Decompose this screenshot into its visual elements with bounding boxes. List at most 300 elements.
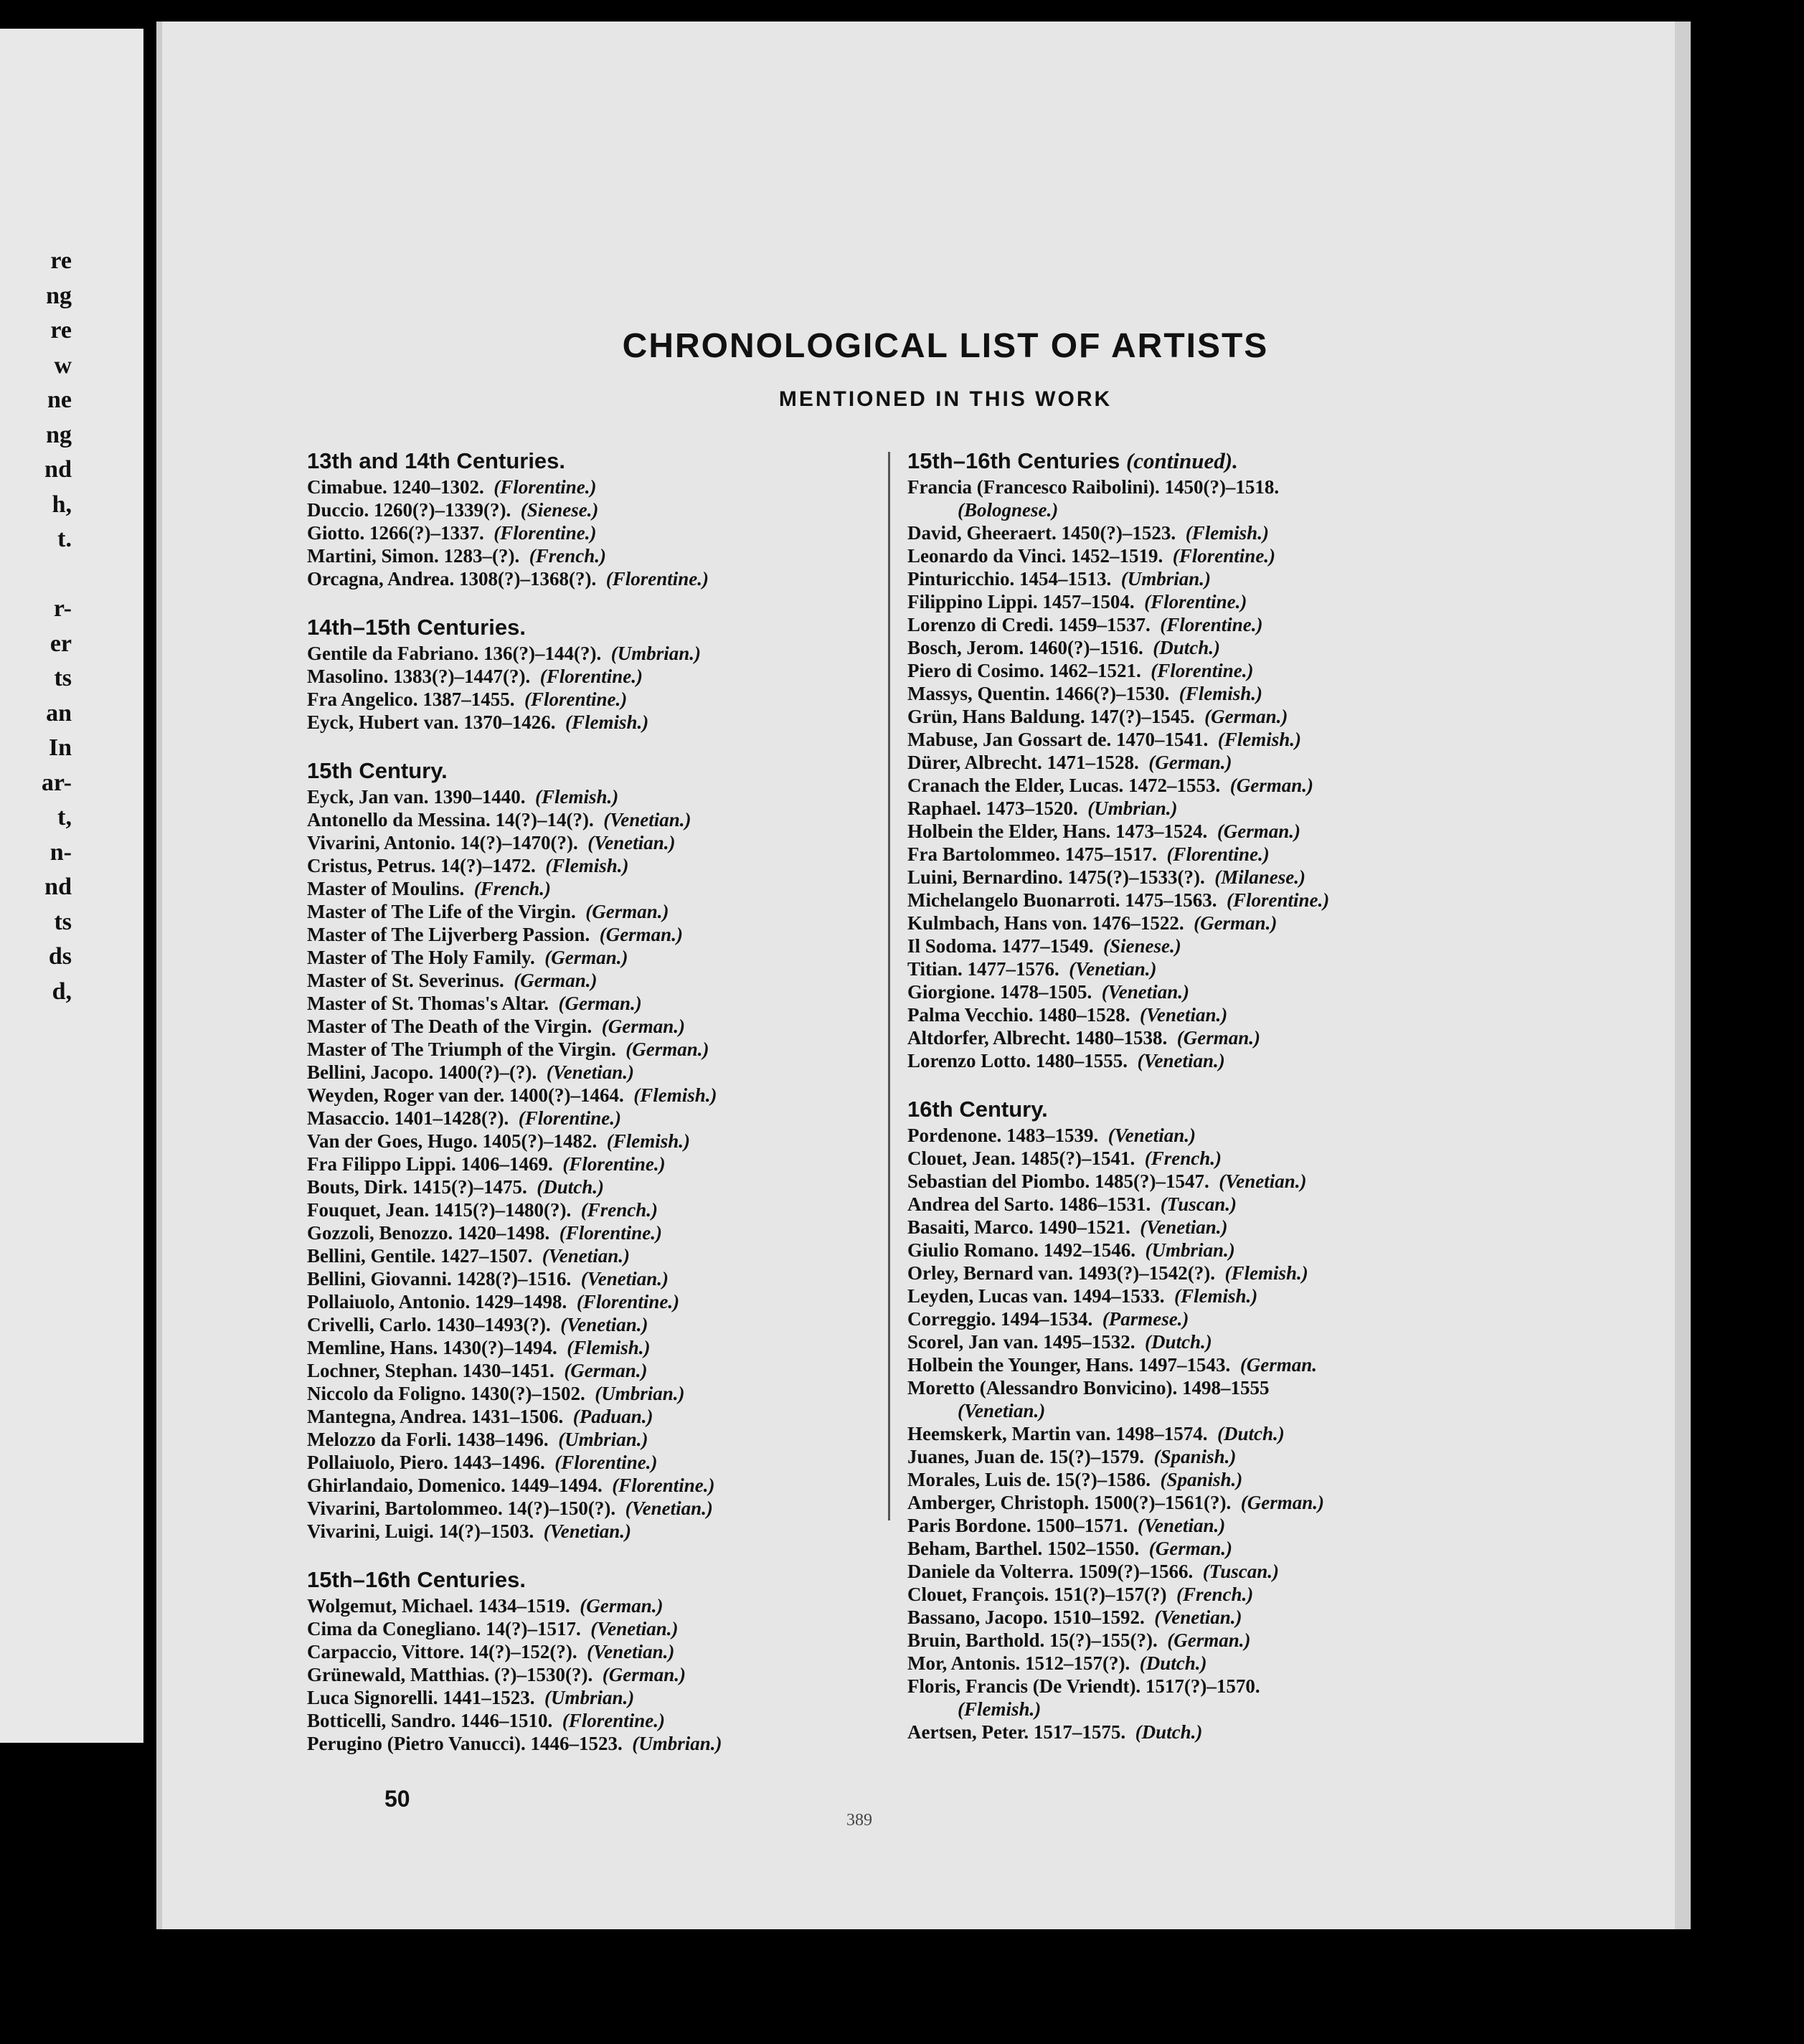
artist-name-dates: Andrea del Sarto. 1486–1531.	[907, 1193, 1151, 1215]
artist-name-dates: Titian. 1477–1576.	[907, 958, 1059, 980]
artist-name-dates: Cimabue. 1240–1302.	[307, 476, 484, 498]
artist-entry	[907, 636, 1481, 659]
artist-name-dates: Holbein the Younger, Hans. 1497–1543.	[907, 1354, 1231, 1376]
artist-school: (Spanish.)	[1153, 1446, 1237, 1467]
artist-entry	[907, 1330, 1481, 1353]
page-edge	[1675, 22, 1691, 1929]
artist-school: (Florentine.)	[576, 1291, 680, 1312]
artist-school: (German.)	[601, 1016, 685, 1037]
text-fragment: r-	[53, 595, 72, 622]
artist-name-dates: Vivarini, Bartolommeo. 14(?)–150(?).	[307, 1497, 616, 1519]
artist-school: (Dutch.)	[537, 1176, 605, 1198]
artist-school: (Venetian.)	[587, 832, 676, 853]
artist-name-dates: Master of The Lijverberg Passion.	[307, 924, 590, 945]
artist-entry	[307, 831, 881, 854]
artist-entry	[307, 785, 881, 808]
artist-name-dates: Giulio Romano. 1492–1546.	[907, 1239, 1136, 1261]
artist-school: (Dutch.)	[1217, 1423, 1285, 1444]
text-fragment: ts	[54, 665, 72, 691]
artist-name-dates: Luca Signorelli. 1441–1523.	[307, 1687, 535, 1708]
artist-name-dates: Lorenzo di Credi. 1459–1537.	[907, 614, 1151, 635]
artist-name-dates: Michelangelo Buonarroti. 1475–1563.	[907, 889, 1217, 911]
artist-school: (Flemish.)	[565, 711, 649, 733]
artist-entry	[307, 1175, 881, 1198]
artist-name-dates: Lorenzo Lotto. 1480–1555.	[907, 1050, 1128, 1071]
artist-name-dates: Palma Vecchio. 1480–1528.	[907, 1004, 1130, 1026]
artist-entry	[907, 1216, 1481, 1239]
artist-entry	[907, 1262, 1481, 1284]
artist-entry	[307, 1428, 881, 1451]
artist-name-dates: Wolgemut, Michael. 1434–1519.	[307, 1595, 570, 1617]
artist-school: (Umbrian.)	[1087, 798, 1178, 819]
artist-entry	[907, 475, 1481, 498]
artist-school: (Florentine.)	[493, 522, 597, 544]
artist-entry	[307, 642, 881, 665]
artist-name-dates: David, Gheeraert. 1450(?)–1523.	[907, 522, 1176, 544]
artist-name-dates: Giorgione. 1478–1505.	[907, 981, 1092, 1003]
artist-name-dates: Beham, Barthel. 1502–1550.	[907, 1538, 1140, 1559]
artist-name-dates: Master of St. Severinus.	[307, 970, 504, 991]
artist-school: (Bolognese.)	[958, 499, 1059, 521]
artist-name-dates: Grün, Hans Baldung. 147(?)–1545.	[907, 706, 1195, 727]
artist-school: (German.)	[599, 924, 683, 945]
folio-number: 389	[846, 1811, 872, 1830]
artist-school: (German.)	[625, 1038, 709, 1060]
artist-school: (German.)	[1194, 912, 1278, 934]
artist-name-dates: Van der Goes, Hugo. 1405(?)–1482.	[307, 1130, 598, 1152]
artist-school: (Tuscan.)	[1160, 1193, 1237, 1215]
artist-name-dates: Lochner, Stephan. 1430–1451.	[307, 1360, 554, 1381]
text-fragment: d,	[52, 978, 72, 1005]
right-column	[907, 448, 1481, 1768]
artist-school: (Paduan.)	[572, 1406, 653, 1427]
artist-entry	[907, 797, 1481, 820]
text-fragment: nd	[44, 456, 72, 483]
artist-name-dates: Weyden, Roger van der. 1400(?)–1464.	[307, 1084, 624, 1106]
century-section	[307, 758, 881, 1543]
artist-school: (Venetian.)	[580, 1268, 669, 1290]
artist-school: (Milanese.)	[1214, 866, 1306, 888]
artist-entry	[307, 1061, 881, 1084]
artist-school: (German.)	[585, 901, 669, 922]
artist-name-dates: Paris Bordone. 1500–1571.	[907, 1515, 1128, 1536]
artist-entry	[907, 1698, 1481, 1721]
artist-school: (Parmese.)	[1102, 1308, 1189, 1330]
text-fragment: nd	[44, 874, 72, 900]
artist-entry	[907, 521, 1481, 544]
artist-school: (Florentine.)	[1151, 660, 1254, 681]
artist-name-dates: Clouet, Jean. 1485(?)–1541.	[907, 1148, 1135, 1169]
artist-name-dates: Orley, Bernard van. 1493(?)–1542(?).	[907, 1262, 1215, 1284]
artist-name-dates: Master of The Death of the Virgin.	[307, 1016, 592, 1037]
artist-entry	[307, 1015, 881, 1038]
artist-entry	[907, 544, 1481, 567]
artist-name-dates: Juanes, Juan de. 15(?)–1579.	[907, 1446, 1145, 1467]
artist-school: (Florentine.)	[524, 689, 628, 710]
artist-name-dates: Morales, Luis de. 15(?)–1586.	[907, 1469, 1151, 1490]
artist-name-dates: Scorel, Jan van. 1495–1532.	[907, 1331, 1135, 1353]
artist-entry	[307, 544, 881, 567]
artist-name-dates: Bellini, Giovanni. 1428(?)–1516.	[307, 1268, 572, 1290]
text-fragment: In	[48, 734, 72, 761]
column-divider	[888, 452, 890, 1520]
artist-school: (Sienese.)	[520, 499, 599, 521]
artist-school: (Venetian.)	[1219, 1170, 1307, 1192]
artist-name-dates: Masolino. 1383(?)–1447(?).	[307, 666, 531, 687]
artist-school: (Venetian.)	[542, 1245, 631, 1267]
artist-entry	[907, 843, 1481, 866]
artist-school: (Florentine.)	[1160, 614, 1263, 635]
artist-school: (Venetian.)	[1069, 958, 1157, 980]
century-section	[907, 1097, 1481, 1743]
artist-school: (Sienese.)	[1103, 935, 1181, 957]
artist-school: (Florentine.)	[612, 1475, 715, 1496]
artist-name-dates: Bosch, Jerom. 1460(?)–1516.	[907, 637, 1143, 658]
artist-entry	[307, 1130, 881, 1153]
artist-name-dates: Mantegna, Andrea. 1431–1506.	[307, 1406, 564, 1427]
artist-school: (Dutch.)	[1139, 1652, 1207, 1674]
artist-name-dates: Cranach the Elder, Lucas. 1472–1553.	[907, 775, 1221, 796]
artist-entry	[307, 711, 881, 734]
artist-school: (Dutch.)	[1145, 1331, 1212, 1353]
artist-entry	[307, 1520, 881, 1543]
artist-entry	[907, 567, 1481, 590]
text-fragment: ts	[54, 908, 72, 935]
artist-name-dates: Niccolo da Foligno. 1430(?)–1502.	[307, 1383, 585, 1404]
artist-school: (Florentine.)	[518, 1107, 621, 1129]
artist-entry	[907, 1239, 1481, 1262]
artist-entry	[307, 900, 881, 923]
artist-school: (German.)	[602, 1664, 686, 1685]
artist-school: (Flemish.)	[1185, 522, 1269, 544]
artist-entry	[907, 498, 1481, 521]
artist-entry	[307, 1359, 881, 1382]
text-fragment	[0, 557, 72, 592]
artist-entry	[307, 1732, 881, 1755]
artist-entry	[307, 808, 881, 831]
artist-school: (Flemish.)	[1217, 729, 1302, 750]
artist-entry	[907, 1445, 1481, 1468]
artist-school: (Florentine.)	[539, 666, 643, 687]
artist-school: (Spanish.)	[1160, 1469, 1243, 1490]
artist-entry	[307, 969, 881, 992]
text-fragment: an	[46, 699, 72, 727]
artist-school: (Venetian.)	[546, 1061, 634, 1083]
artist-name-dates: Bellini, Jacopo. 1400(?)–(?).	[307, 1061, 537, 1083]
artist-school: (Flemish.)	[567, 1337, 651, 1358]
artist-school: (Florentine.)	[562, 1153, 666, 1175]
artist-name-dates: Masaccio. 1401–1428(?).	[307, 1107, 509, 1129]
artist-entry	[307, 1451, 881, 1474]
artist-name-dates: Massys, Quentin. 1466(?)–1530.	[907, 683, 1170, 704]
artist-entry	[307, 1107, 881, 1130]
text-fragment: n-	[49, 838, 72, 866]
artist-school: (French.)	[529, 545, 606, 567]
artist-name-dates: Basaiti, Marco. 1490–1521.	[907, 1216, 1130, 1238]
artist-school: (Florentine.)	[1227, 889, 1330, 911]
artist-school: (Flemish.)	[1179, 683, 1263, 704]
artist-entry	[907, 1652, 1481, 1675]
artist-entry	[907, 1606, 1481, 1629]
artist-school: (Florentine.)	[559, 1222, 662, 1244]
artist-school: (Dutch.)	[1135, 1721, 1203, 1743]
artist-school: (French.)	[580, 1199, 658, 1221]
artist-entry	[907, 590, 1481, 613]
artist-name-dates: Pollaiuolo, Antonio. 1429–1498.	[307, 1291, 567, 1312]
artist-school: (Venetian.)	[1138, 1515, 1226, 1536]
artist-name-dates: Crivelli, Carlo. 1430–1493(?).	[307, 1314, 551, 1335]
artist-school: (Umbrian.)	[558, 1429, 648, 1450]
artist-entry	[307, 1221, 881, 1244]
artist-name-dates: Fra Filippo Lippi. 1406–1469.	[307, 1153, 553, 1175]
artist-name-dates: Vivarini, Luigi. 14(?)–1503.	[307, 1520, 534, 1542]
artist-name-dates: Grünewald, Matthias. (?)–1530(?).	[307, 1664, 593, 1685]
artist-name-dates: Pollaiuolo, Piero. 1443–1496.	[307, 1452, 545, 1473]
section-heading: 13th and 14th Centuries.	[307, 448, 566, 473]
artist-name-dates: Filippino Lippi. 1457–1504.	[907, 591, 1135, 612]
artist-school: (German.)	[1240, 1492, 1324, 1513]
artist-entry	[307, 1084, 881, 1107]
artist-entry	[307, 498, 881, 521]
text-fragment: er	[49, 630, 72, 657]
artist-name-dates: Cristus, Petrus. 14(?)–1472.	[307, 855, 536, 876]
artist-name-dates: Kulmbach, Hans von. 1476–1522.	[907, 912, 1184, 934]
artist-school: (Venetian.)	[603, 809, 691, 831]
artist-entry	[907, 1468, 1481, 1491]
text-fragment: t.	[57, 526, 72, 552]
artist-name-dates: Leyden, Lucas van. 1494–1533.	[907, 1285, 1165, 1307]
page-title: CHRONOLOGICAL LIST OF ARTISTS	[622, 327, 1269, 365]
artist-name-dates: Carpaccio, Vittore. 14(?)–152(?).	[307, 1641, 577, 1662]
artist-school: (German.)	[1229, 775, 1314, 796]
artist-name-dates: Mabuse, Jan Gossart de. 1470–1541.	[907, 729, 1209, 750]
artist-name-dates: Orcagna, Andrea. 1308(?)–1368(?).	[307, 568, 597, 590]
artist-name-dates: Bellini, Gentile. 1427–1507.	[307, 1245, 533, 1267]
artist-school: (Dutch.)	[1153, 637, 1220, 658]
artist-entry	[907, 659, 1481, 682]
artist-name-dates: Martini, Simon. 1283–(?).	[307, 545, 520, 567]
artist-entry	[307, 475, 881, 498]
artist-school: (French.)	[1176, 1584, 1254, 1605]
left-column	[307, 448, 881, 1779]
text-fragment: h,	[52, 491, 72, 518]
artist-name-dates: Leonardo da Vinci. 1452–1519.	[907, 545, 1163, 567]
section-heading: 16th Century.	[907, 1097, 1048, 1122]
artist-name-dates: Holbein the Elder, Hans. 1473–1524.	[907, 820, 1208, 842]
artist-name-dates: Sebastian del Piombo. 1485(?)–1547.	[907, 1170, 1209, 1192]
artist-name-dates: Melozzo da Forli. 1438–1496.	[307, 1429, 549, 1450]
artist-entry	[307, 521, 881, 544]
artist-name-dates: Altdorfer, Albrecht. 1480–1538.	[907, 1027, 1168, 1049]
artist-school: (Venetian.)	[560, 1314, 648, 1335]
artist-name-dates: Pordenone. 1483–1539.	[907, 1125, 1099, 1146]
artist-name-dates: Bouts, Dirk. 1415(?)–1475.	[307, 1176, 527, 1198]
artist-school: (Venetian.)	[1137, 1050, 1225, 1071]
artist-name-dates: Memline, Hans. 1430(?)–1494.	[307, 1337, 557, 1358]
artist-school: (Tuscan.)	[1202, 1561, 1279, 1582]
artist-school: (Florentine.)	[554, 1452, 658, 1473]
artist-entry	[307, 665, 881, 688]
artist-entry	[907, 774, 1481, 797]
artist-entry	[907, 1560, 1481, 1583]
artist-entry	[307, 1290, 881, 1313]
artist-entry	[907, 1491, 1481, 1514]
artist-entry	[907, 980, 1481, 1003]
artist-school: (Flemish.)	[535, 786, 619, 808]
artist-entry	[307, 1709, 881, 1732]
artist-entry	[307, 877, 881, 900]
artist-entry	[907, 613, 1481, 636]
century-section	[907, 448, 1481, 1072]
artist-name-dates: Perugino (Pietro Vanucci). 1446–1523.	[307, 1733, 623, 1754]
artist-name-dates: Bassano, Jacopo. 1510–1592.	[907, 1607, 1145, 1628]
text-fragment: ne	[47, 387, 72, 413]
artist-entry	[907, 1583, 1481, 1606]
artist-school: (Florentine.)	[605, 568, 709, 590]
artist-name-dates: Master of Moulins.	[307, 878, 465, 899]
artist-name-dates: Mor, Antonis. 1512–157(?).	[907, 1652, 1130, 1674]
artist-entry	[307, 1663, 881, 1686]
artist-entry	[907, 1124, 1481, 1147]
artist-entry	[307, 1267, 881, 1290]
artist-school: (Florentine.)	[562, 1710, 666, 1731]
artist-name-dates: Francia (Francesco Raibolini). 1450(?)–1518.	[907, 476, 1280, 498]
facing-page	[0, 29, 143, 1743]
artist-entry	[907, 1675, 1481, 1698]
page-subtitle: MENTIONED IN THIS WORK	[778, 387, 1113, 411]
artist-school: (Venetian.)	[1154, 1607, 1242, 1628]
artist-school: (Umbrian.)	[632, 1733, 722, 1754]
artist-entry	[907, 1147, 1481, 1170]
artist-school: (German.)	[514, 970, 598, 991]
artist-entry	[907, 1307, 1481, 1330]
artist-entry	[307, 567, 881, 590]
artist-name-dates: Cima da Conegliano. 14(?)–1517.	[307, 1618, 581, 1640]
artist-school: (Venetian.)	[1140, 1004, 1228, 1026]
artist-name-dates: Gentile da Fabriano. 136(?)–144(?).	[307, 643, 602, 664]
section-heading: 15th Century.	[307, 758, 448, 783]
artist-name-dates: Master of The Triumph of the Virgin.	[307, 1038, 616, 1060]
artist-entry	[907, 751, 1481, 774]
artist-entry	[307, 1617, 881, 1640]
artist-entry	[907, 1193, 1481, 1216]
artist-school: (German.)	[1204, 706, 1288, 727]
text-fragment: ng	[46, 282, 72, 309]
artist-school: (Venetian.)	[590, 1618, 679, 1640]
artist-name-dates: Gozzoli, Benozzo. 1420–1498.	[307, 1222, 550, 1244]
artist-school: (Umbrian.)	[544, 1687, 635, 1708]
artist-entry	[307, 1038, 881, 1061]
text-fragment: re	[50, 247, 72, 274]
artist-entry	[907, 1537, 1481, 1560]
text-fragment: ds	[48, 943, 72, 970]
artist-name-dates: Master of The Life of the Virgin.	[307, 901, 576, 922]
artist-entry	[907, 866, 1481, 889]
artist-school: (French.)	[473, 878, 551, 899]
artist-school: (German.)	[544, 947, 628, 968]
artist-entry	[907, 889, 1481, 912]
artist-entry	[907, 935, 1481, 957]
century-section	[307, 1567, 881, 1755]
text-fragment: ar-	[41, 769, 72, 796]
artist-name-dates: Pinturicchio. 1454–1513.	[907, 568, 1112, 590]
artist-entry	[907, 1026, 1481, 1049]
artist-entry	[907, 1003, 1481, 1026]
artist-entry	[907, 1399, 1481, 1422]
artist-name-dates: Giotto. 1266(?)–1337.	[307, 522, 484, 544]
text-fragment: ng	[46, 421, 72, 448]
artist-school: (Flemish.)	[958, 1698, 1042, 1720]
artist-entry	[307, 1244, 881, 1267]
artist-entry	[307, 1382, 881, 1405]
artist-school: (German.	[1239, 1354, 1318, 1376]
artist-entry	[307, 946, 881, 969]
artist-entry	[907, 1353, 1481, 1376]
artist-entry	[907, 705, 1481, 728]
section-heading: 15th–16th Centuries (continued).	[907, 448, 1238, 473]
artist-name-dates: Duccio. 1260(?)–1339(?).	[307, 499, 511, 521]
artist-entry	[907, 1284, 1481, 1307]
artist-name-dates: Amberger, Christoph. 1500(?)–1561(?).	[907, 1492, 1232, 1513]
artist-entry	[307, 1474, 881, 1497]
artist-name-dates: Master of St. Thomas's Altar.	[307, 993, 549, 1014]
artist-entry	[307, 1153, 881, 1175]
artist-entry	[307, 1405, 881, 1428]
artist-name-dates: Fra Bartolommeo. 1475–1517.	[907, 843, 1157, 865]
artist-school: (Florentine.)	[1172, 545, 1276, 567]
artist-name-dates: Heemskerk, Martin van. 1498–1574.	[907, 1423, 1208, 1444]
artist-school: (Flemish.)	[1174, 1285, 1258, 1307]
artist-school: (Florentine.)	[1166, 843, 1270, 865]
artist-name-dates: Botticelli, Sandro. 1446–1510.	[307, 1710, 553, 1731]
artist-entry	[907, 1514, 1481, 1537]
artist-school: (Flemish.)	[1224, 1262, 1308, 1284]
artist-school: (German.)	[1176, 1027, 1260, 1049]
artist-name-dates: Fra Angelico. 1387–1455.	[307, 689, 515, 710]
artist-entry	[307, 1336, 881, 1359]
artist-entry	[907, 1422, 1481, 1445]
artist-school: (German.)	[580, 1595, 663, 1617]
artist-name-dates: Dürer, Albrecht. 1471–1528.	[907, 752, 1139, 773]
section-heading: 15th–16th Centuries.	[307, 1567, 526, 1592]
artist-school: (Umbrian.)	[595, 1383, 685, 1404]
artist-school: (German.)	[1148, 1538, 1232, 1559]
artist-school: (Umbrian.)	[1120, 568, 1212, 590]
artist-name-dates: Clouet, François. 151(?)–157(?)	[907, 1584, 1167, 1605]
artist-name-dates: Eyck, Hubert van. 1370–1426.	[307, 711, 556, 733]
artist-school: (Flemish.)	[606, 1130, 691, 1152]
artist-name-dates: Bruin, Barthold. 15(?)–155(?).	[907, 1629, 1158, 1651]
artist-name-dates: Daniele da Volterra. 1509(?)–1566.	[907, 1561, 1194, 1582]
artist-school: (Florentine.)	[1144, 591, 1247, 612]
artist-school: (German.)	[558, 993, 642, 1014]
artist-name-dates: Moretto (Alessandro Bonvicino). 1498–1555	[907, 1377, 1270, 1399]
artist-entry	[907, 728, 1481, 751]
artist-entry	[907, 1170, 1481, 1193]
artist-name-dates: Aertsen, Peter. 1517–1575.	[907, 1721, 1126, 1743]
artist-entry	[907, 1049, 1481, 1072]
artist-name-dates: Ghirlandaio, Domenico. 1449–1494.	[307, 1475, 603, 1496]
artist-entry	[907, 1721, 1481, 1743]
artist-entry	[907, 1376, 1481, 1399]
artist-name-dates: Master of The Holy Family.	[307, 947, 535, 968]
artist-school: (Venetian.)	[1108, 1125, 1196, 1146]
artist-name-dates: Floris, Francis (De Vriendt). 1517(?)–1570.	[907, 1675, 1260, 1697]
artist-entry	[307, 1686, 881, 1709]
artist-name-dates: Correggio. 1494–1534.	[907, 1308, 1093, 1330]
artist-school: (Flemish.)	[633, 1084, 717, 1106]
artist-school: (Florentine.)	[493, 476, 597, 498]
